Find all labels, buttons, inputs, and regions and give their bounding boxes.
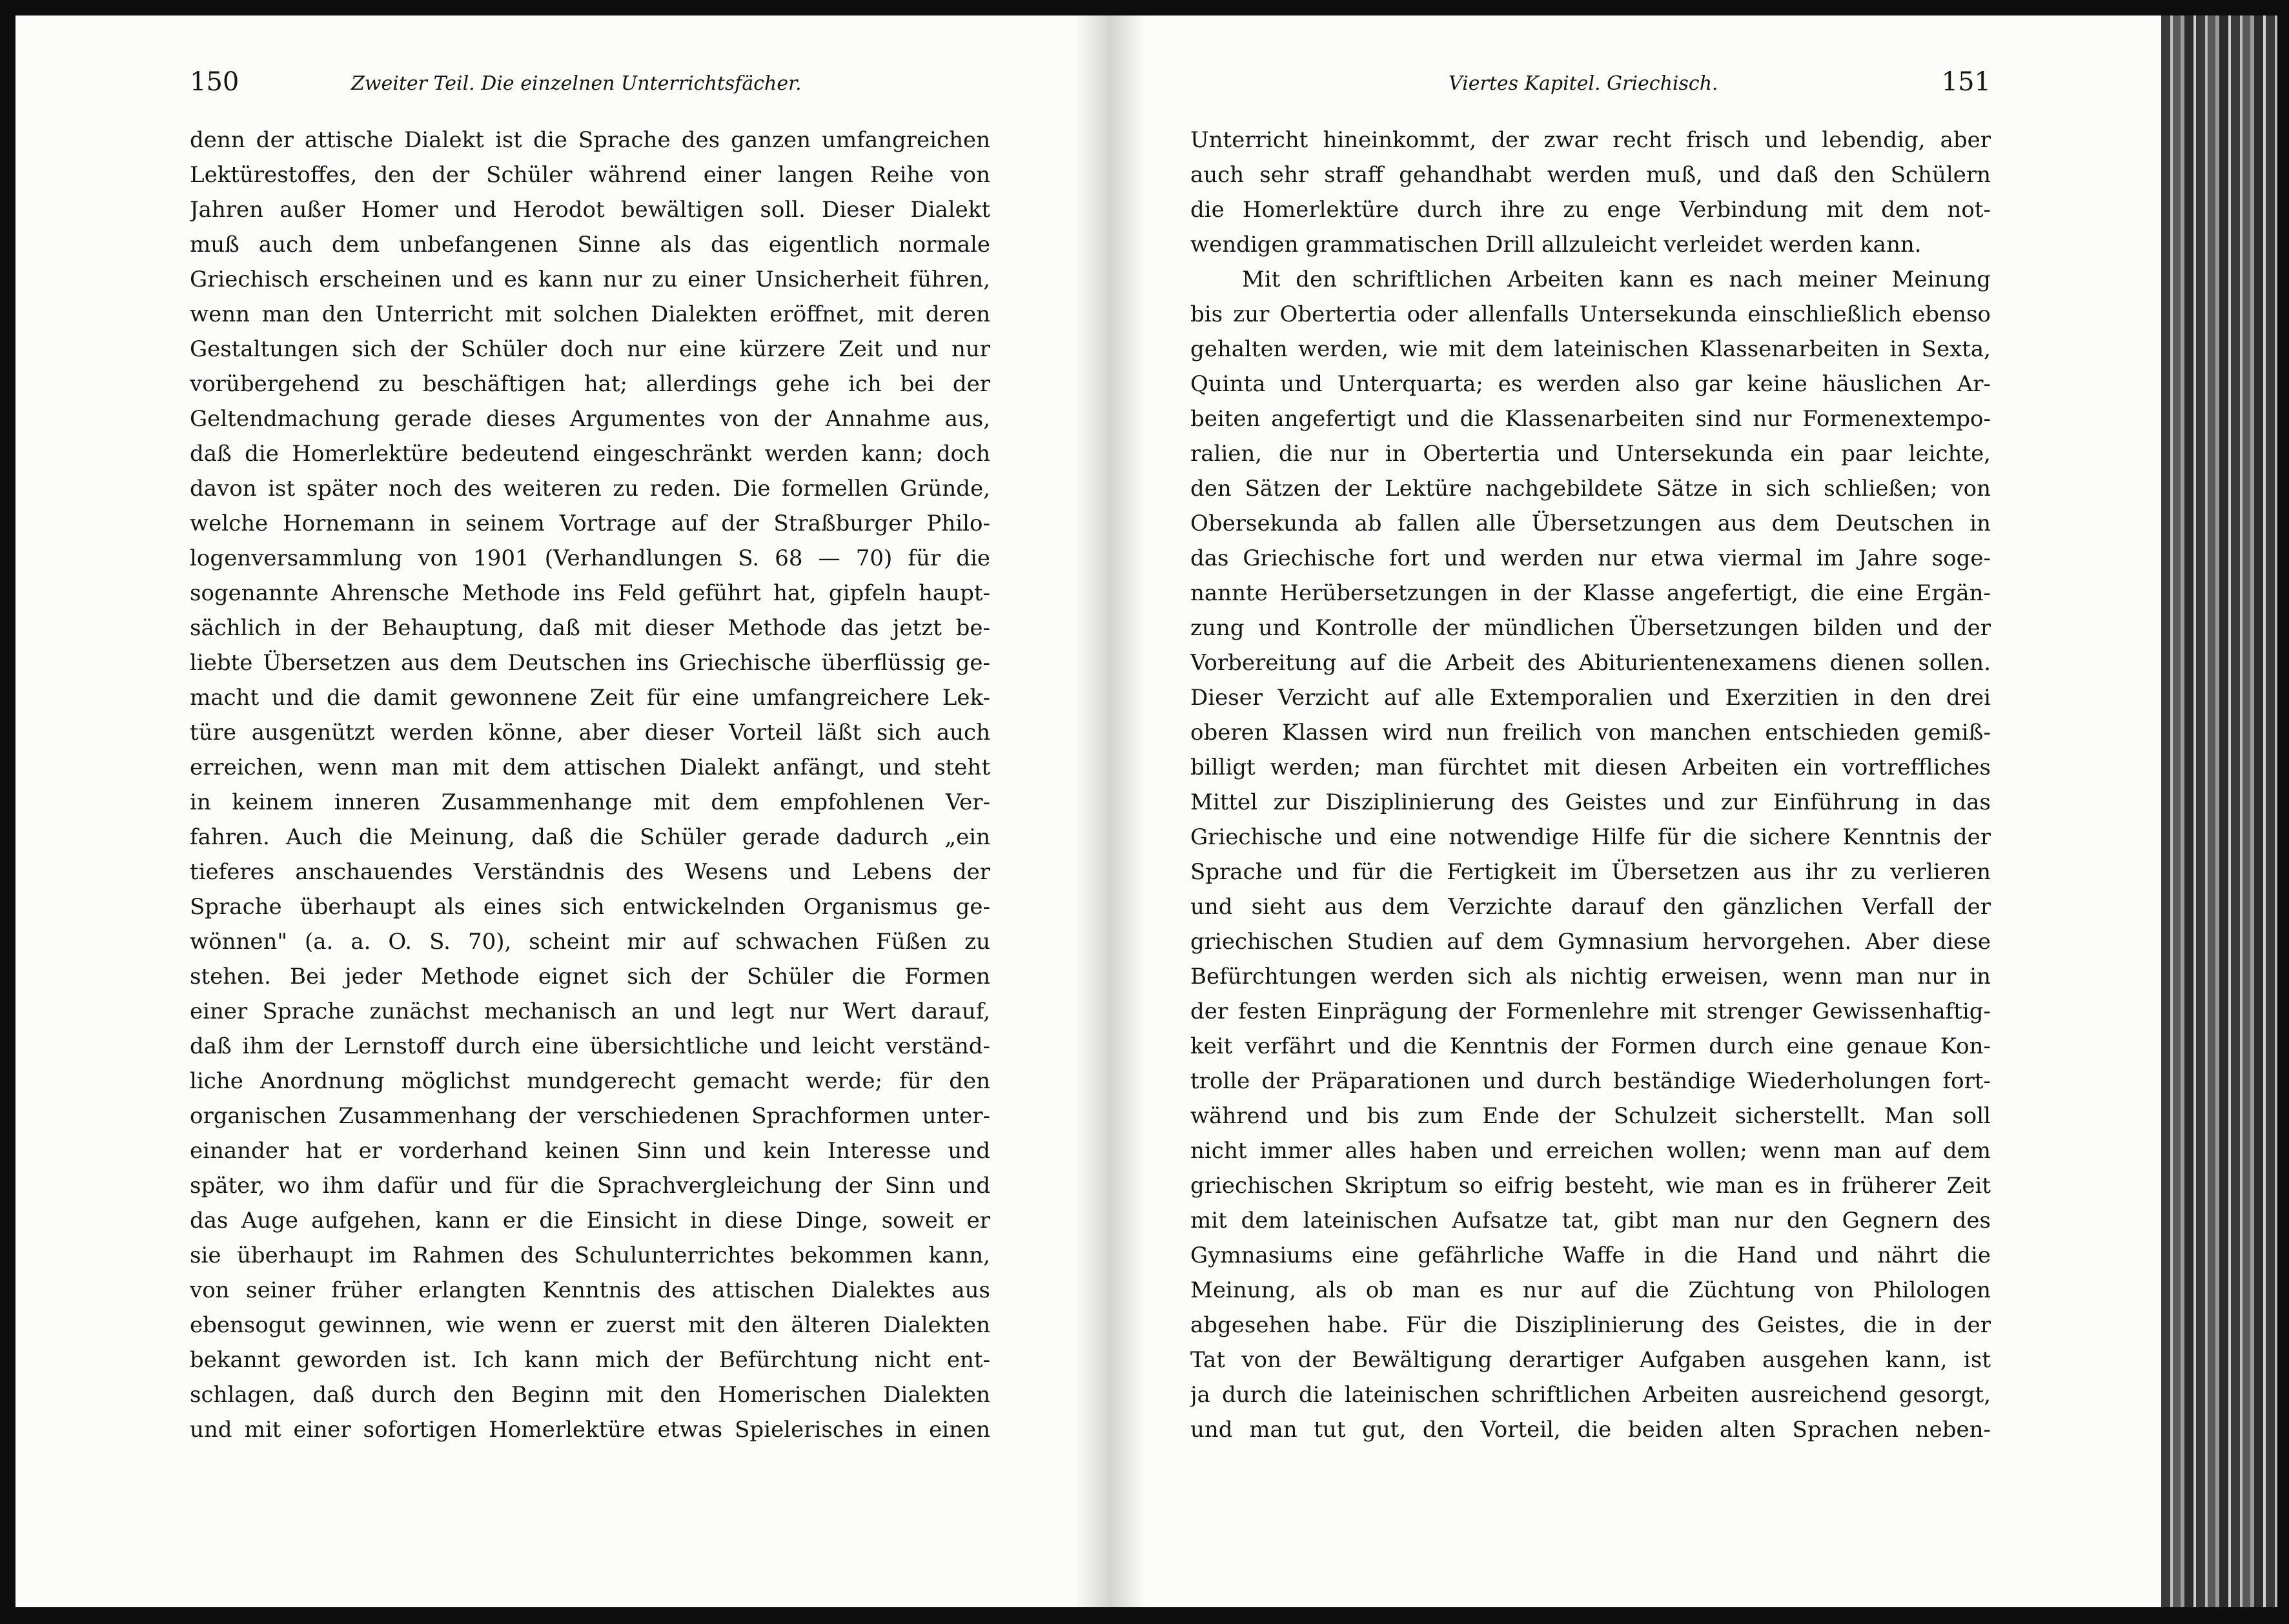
text-line: daß die Homerlektüre bedeutend eingeschränkt werden kann; doch: [190, 441, 990, 467]
text-line: organischen Zusammenhang der verschiedenen Sprachformen unter-: [190, 1103, 990, 1129]
text-line: und sieht aus dem Verzichte darauf den gänzlichen Verfall der: [1190, 894, 1991, 920]
text-line: der festen Einprägung der Formenlehre mit strenger Gewissenhaftig-: [1190, 999, 1991, 1024]
text-line: griechischen Skriptum so eifrig besteht, wie man es in früherer Zeit: [1190, 1173, 1991, 1199]
text-line: Meinung, als ob man es nur auf die Züchtung von Philologen: [1190, 1277, 1991, 1303]
text-line: Dieser Verzicht auf alle Extemporalien und Exerzitien in den drei: [1190, 685, 1991, 711]
text-line: tieferes anschauendes Verständnis des Wesens und Lebens der: [190, 859, 990, 885]
text-line: abgesehen habe. Für die Disziplinierung des Geistes, die in der: [1190, 1312, 1991, 1338]
text-line: das Griechische fort und werden nur etwa viermal im Jahre soge-: [1190, 545, 1991, 571]
text-line: denn der attische Dialekt ist die Sprache des ganzen umfangreichen: [190, 127, 990, 153]
text-line: oberen Klassen wird nun freilich von manchen entschieden gemiß-: [1190, 720, 1991, 746]
text-line: und mit einer sofortigen Homerlektüre etwas Spielerisches in einen: [190, 1417, 990, 1443]
text-line: liche Anordnung möglichst mundgerecht gemacht werde; für den: [190, 1068, 990, 1094]
text-line: türe ausgenützt werden könne, aber dieser Vorteil läßt sich auch: [190, 720, 990, 746]
text-line: erreichen, wenn man mit dem attischen Dialekt anfängt, und steht: [190, 755, 990, 780]
text-line: einander hat er vorderhand keinen Sinn und kein Interesse und: [190, 1138, 990, 1164]
text-line: sie überhaupt im Rahmen des Schulunterrichtes bekommen kann,: [190, 1243, 990, 1268]
text-line: und man tut gut, den Vorteil, die beiden alten Sprachen neben-: [1190, 1417, 1991, 1443]
right-running-head: Viertes Kapitel. Griechisch.: [1449, 72, 1718, 95]
text-line: trolle der Präparationen und durch beständige Wiederholungen fort-: [1190, 1068, 1991, 1094]
text-line: sogenannte Ahrensche Methode ins Feld geführt hat, gipfeln haupt-: [190, 580, 990, 606]
left-page-header: [190, 61, 990, 106]
text-line: wendigen grammatischen Drill allzuleicht verleidet werden kann.: [1190, 232, 1922, 258]
text-line: ralien, die nur in Obertertia und Untersekunda ein paar leichte,: [1190, 441, 1991, 467]
text-line: muß auch dem unbefangenen Sinne als das eigentlich normale: [190, 232, 990, 258]
text-line: den Sätzen der Lektüre nachgebildete Sätze in sich schließen; von: [1190, 476, 1991, 502]
text-line: fahren. Auch die Meinung, daß die Schüler gerade dadurch „ein: [190, 824, 990, 850]
right-page-header: [1190, 61, 1991, 106]
text-line: auch sehr straff gehandhabt werden muß, und daß den Schülern: [1190, 162, 1991, 188]
text-line: welche Hornemann in seinem Vortrage auf der Straßburger Philo-: [190, 511, 990, 536]
text-line: billigt werden; man fürchtet mit diesen Arbeiten ein vortreffliches: [1190, 755, 1991, 780]
text-line: Obersekunda ab fallen alle Übersetzungen aus dem Deutschen in: [1190, 511, 1991, 536]
text-line: liebte Übersetzen aus dem Deutschen ins Griechische überflüssig ge-: [190, 650, 990, 676]
text-line: Sprache überhaupt als eines sich entwickelnden Organismus ge-: [190, 894, 990, 920]
text-line: ebensogut gewinnen, wie wenn er zuerst mit den älteren Dialekten: [190, 1312, 990, 1338]
left-page-body: [190, 123, 990, 1447]
page-edge-stack: [2161, 15, 2277, 1607]
text-line: gehalten werden, wie mit dem lateinischen Klassenarbeiten in Sexta,: [1190, 336, 1991, 362]
text-line: Unterricht hineinkommt, der zwar recht frisch und lebendig, aber: [1190, 127, 1991, 153]
right-page-number: 151: [1941, 67, 1991, 97]
text-line: von seiner früher erlangten Kenntnis des attischen Dialektes aus: [190, 1277, 990, 1303]
right-page: [1190, 61, 1991, 1584]
text-line: davon ist später noch des weiteren zu reden. Die formellen Gründe,: [190, 476, 990, 502]
text-line: in keinem inneren Zusammenhange mit dem empfohlenen Ver-: [190, 789, 990, 815]
left-page: [190, 61, 990, 1584]
text-line: Gymnasiums eine gefährliche Waffe in die Hand und nährt die: [1190, 1243, 1991, 1268]
left-page-number: 150: [190, 67, 239, 97]
text-line: die Homerlektüre durch ihre zu enge Verbindung mit dem not-: [1190, 197, 1991, 223]
text-line: Mittel zur Disziplinierung des Geistes und zur Einführung in das: [1190, 789, 1991, 815]
text-line: Geltendmachung gerade dieses Argumentes von der Annahme aus,: [190, 406, 990, 432]
text-line: Befürchtungen werden sich als nichtig erweisen, wenn man nur in: [1190, 964, 1991, 990]
text-line: keit verfährt und die Kenntnis der Formen durch eine genaue Kon-: [1190, 1033, 1991, 1059]
text-line: daß ihm der Lernstoff durch eine übersichtliche und leicht verständ-: [190, 1033, 990, 1059]
text-line: macht und die damit gewonnene Zeit für eine umfangreichere Lek-: [190, 685, 990, 711]
text-line: stehen. Bei jeder Methode eignet sich der Schüler die Formen: [190, 964, 990, 990]
text-line: das Auge aufgehen, kann er die Einsicht in diese Dinge, soweit er: [190, 1208, 990, 1233]
right-page-body: [1190, 123, 1991, 1447]
text-line: wönnen" (a. a. O. S. 70), scheint mir auf schwachen Füßen zu: [190, 929, 990, 955]
text-line: Tat von der Bewältigung derartiger Aufgaben ausgehen kann, ist: [1190, 1347, 1991, 1373]
text-line: während und bis zum Ende der Schulzeit sicherstellt. Man soll: [1190, 1103, 1991, 1129]
text-line: Vorbereitung auf die Arbeit des Abiturientenexamens dienen sollen.: [1190, 650, 1991, 676]
text-line: nannte Herübersetzungen in der Klasse angefertigt, die eine Ergän-: [1190, 580, 1991, 606]
text-line: Quinta und Unterquarta; es werden also gar keine häuslichen Ar-: [1190, 371, 1991, 397]
text-line: schlagen, daß durch den Beginn mit den Homerischen Dialekten: [190, 1382, 990, 1408]
text-line: vorübergehend zu beschäftigen hat; allerdings gehe ich bei der: [190, 371, 990, 397]
text-line: Griechisch erscheinen und es kann nur zu einer Unsicherheit führen,: [190, 267, 990, 292]
text-line: beiten angefertigt und die Klassenarbeiten sind nur Formenextempo-: [1190, 406, 1991, 432]
book-gutter: [1074, 15, 1145, 1607]
text-line: sächlich in der Behauptung, daß mit dieser Methode das jetzt be-: [190, 615, 990, 641]
text-line: Mit den schriftlichen Arbeiten kann es nach meiner Meinung: [1242, 267, 1991, 292]
text-line: griechischen Studien auf dem Gymnasium hervorgehen. Aber diese: [1190, 929, 1991, 955]
text-line: logenversammlung von 1901 (Verhandlungen S. 68 — 70) für die: [190, 545, 990, 571]
text-line: Griechische und eine notwendige Hilfe für die sichere Kenntnis der: [1190, 824, 1991, 850]
text-line: zung und Kontrolle der mündlichen Übersetzungen bilden und der: [1190, 615, 1991, 641]
text-line: Gestaltungen sich der Schüler doch nur eine kürzere Zeit und nur: [190, 336, 990, 362]
text-line: mit dem lateinischen Aufsatze tat, gibt man nur den Gegnern des: [1190, 1208, 1991, 1233]
left-running-head: Zweiter Teil. Die einzelnen Unterrichtsfächer.: [351, 72, 802, 95]
text-line: nicht immer alles haben und erreichen wollen; wenn man auf dem: [1190, 1138, 1991, 1164]
text-line: Lektürestoffes, den der Schüler während einer langen Reihe von: [190, 162, 990, 188]
text-line: ja durch die lateinischen schriftlichen Arbeiten ausreichend gesorgt,: [1190, 1382, 1991, 1408]
text-line: Sprache und für die Fertigkeit im Übersetzen aus ihr zu verlieren: [1190, 859, 1991, 885]
text-line: einer Sprache zunächst mechanisch an und legt nur Wert darauf,: [190, 999, 990, 1024]
text-line: wenn man den Unterricht mit solchen Dialekten eröffnet, mit deren: [190, 301, 990, 327]
text-line: Jahren außer Homer und Herodot bewältigen soll. Dieser Dialekt: [190, 197, 990, 223]
text-line: bekannt geworden ist. Ich kann mich der Befürchtung nicht ent-: [190, 1347, 990, 1373]
text-line: später, wo ihm dafür und für die Sprachvergleichung der Sinn und: [190, 1173, 990, 1199]
text-line: bis zur Obertertia oder allenfalls Untersekunda einschließlich ebenso: [1190, 301, 1991, 327]
